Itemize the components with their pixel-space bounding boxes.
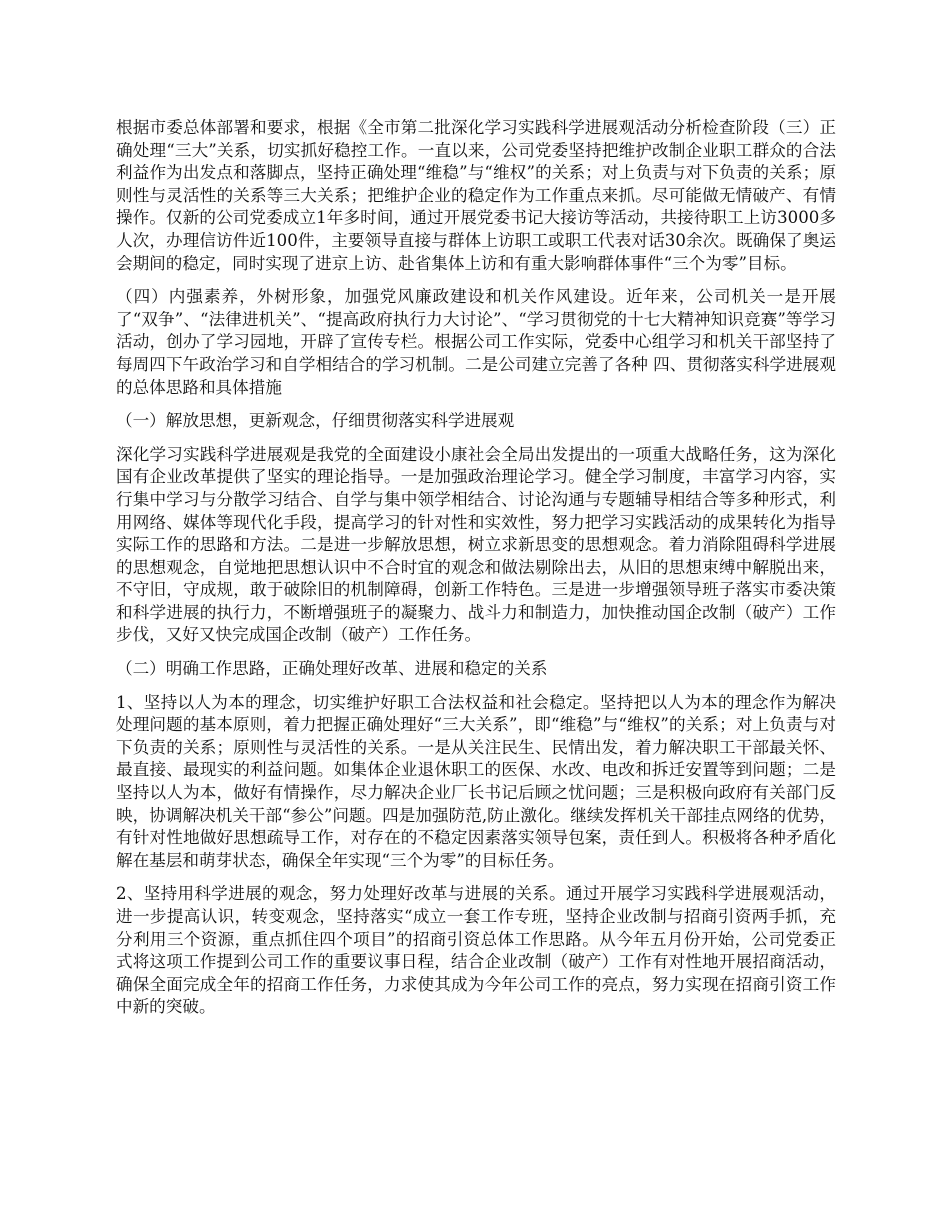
section-heading-work-approach: （二）明确工作思路，正确处理好改革、进展和稳定的关系 <box>116 659 548 679</box>
document-page <box>116 117 836 1030</box>
paragraph-investment-promotion: 2、坚持用科学进展的观念，努力处理好改革与进展的关系。通过开展学习实践科学进展观活动，进一步提高认识，转变观念，坚持落实“成立一套工作专班，坚持企业改制与招商引资两手抓，充分利用三个资源，重点抓住四个项目”的招商引资总体工作思路。从今年五月份开始，公司党委正式将这项工作提到公司工作的重要议事日程，结合企业改制（破产）工作有对性地开展招商活动，确保全面完成全年的招商工作任务，力求使其成为今年公司工作的亮点，努力实现在招商引资工作中新的突破。 <box>116 884 836 1017</box>
paragraph-people-oriented: 1、坚持以人为本的理念，切实维护好职工合法权益和社会稳定。坚持把以人为本的理念作为解决处理问题的基本原则，着力把握正确处理好“三大关系”，即“维稳”与“维权”的关系；对上负责与对下负责的关系；原则性与灵活性的关系。一是从关注民生、民情出发，着力解决职工干部最关怀、最直接、最现实的利益问题。如集体企业退休职工的医保、水改、电改和拆迁安置等到问题；二是坚持以人为本，做好有情操作，尽力解决企业厂长书记后顾之忧问题；三是积极向政府有关部门反映，协调解决机关干部“参公”问题。四是加强防范,防止激化。继续发挥机关干部挂点网络的优势，有针对性地做好思想疏导工作，对存在的不稳定因素落实领导包案，责任到人。积极将各种矛盾化解在基层和萌芽状态，确保全年实现“三个为零”的目标任务。 <box>116 692 836 870</box>
paragraph-party-conduct: （四）内强素养，外树形象，加强党风廉政建设和机关作风建设。近年来，公司机关一是开展了“双争”、“法律进机关”、“提高政府执行力大讨论”、“学习贯彻党的十七大精神知识竞赛”等学习活动，创办了学习园地，开辟了宣传专栏。根据公司工作实际，党委中心组学习和机关干部坚持了每周四下午政治学习和自学相结合的学习机制。二是公司建立完善了各种 四、贯彻落实科学进展观的总体思路和具体措施 <box>116 287 836 397</box>
paragraph-stability-work: 根据市委总体部署和要求，根据《全市第二批深化学习实践科学进展观活动分析检查阶段（三）正确处理“三大”关系，切实抓好稳控工作。一直以来，公司党委坚持把维护改制企业职工群众的合法利益作为出发点和落脚点，坚持正确处理“维稳”与“维权”的关系；对上负责与对下负责的关系；原则性与灵活性的关系等三大关系；把维护企业的稳定作为工作重点来抓。尽可能做无情破产、有情操作。仅新的公司党委成立1年多时间，通过开展党委书记大接访等活动，共接待职工上访3000多人次，办理信访件近100件，主要领导直接与群体上访职工或职工代表对话30余次。既确保了奥运会期间的稳定，同时实现了进京上访、赴省集体上访和有重大影响群体事件“三个为零”目标。 <box>116 118 836 273</box>
paragraph-deepen-study: 深化学习实践科学进展观是我党的全面建设小康社会全局出发提出的一项重大战略任务，这为深化国有企业改革提供了坚实的理论指导。一是加强政治理论学习。健全学习制度，丰富学习内容，实行集中学习与分散学习结合、自学与集中领学相结合、讨论沟通与专题辅导相结合等多种形式，利用网络、媒体等现代化手段，提高学习的针对性和实效性，努力把学习实践活动的成果转化为指导实际工作的思路和方法。二是进一步解放思想，树立求新思变的思想观念。着力消除阻碍科学进展的思想观念，自觉地把思想认识中不合时宜的观念和做法剔除出去，从旧的思想束缚中解脱出来，不守旧，守成规，敢于破除旧的机制障碍，创新工作特色。三是进一步增强领导班子落实市委决策和科学进展的执行力，不断增强班子的凝聚力、战斗力和制造力，加快推动国企改制（破产）工作步伐，又好又快完成国企改制（破产）工作任务。 <box>116 444 836 645</box>
section-heading-emancipate-mind: （一）解放思想，更新观念，仔细贯彻落实科学进展观 <box>116 411 515 431</box>
